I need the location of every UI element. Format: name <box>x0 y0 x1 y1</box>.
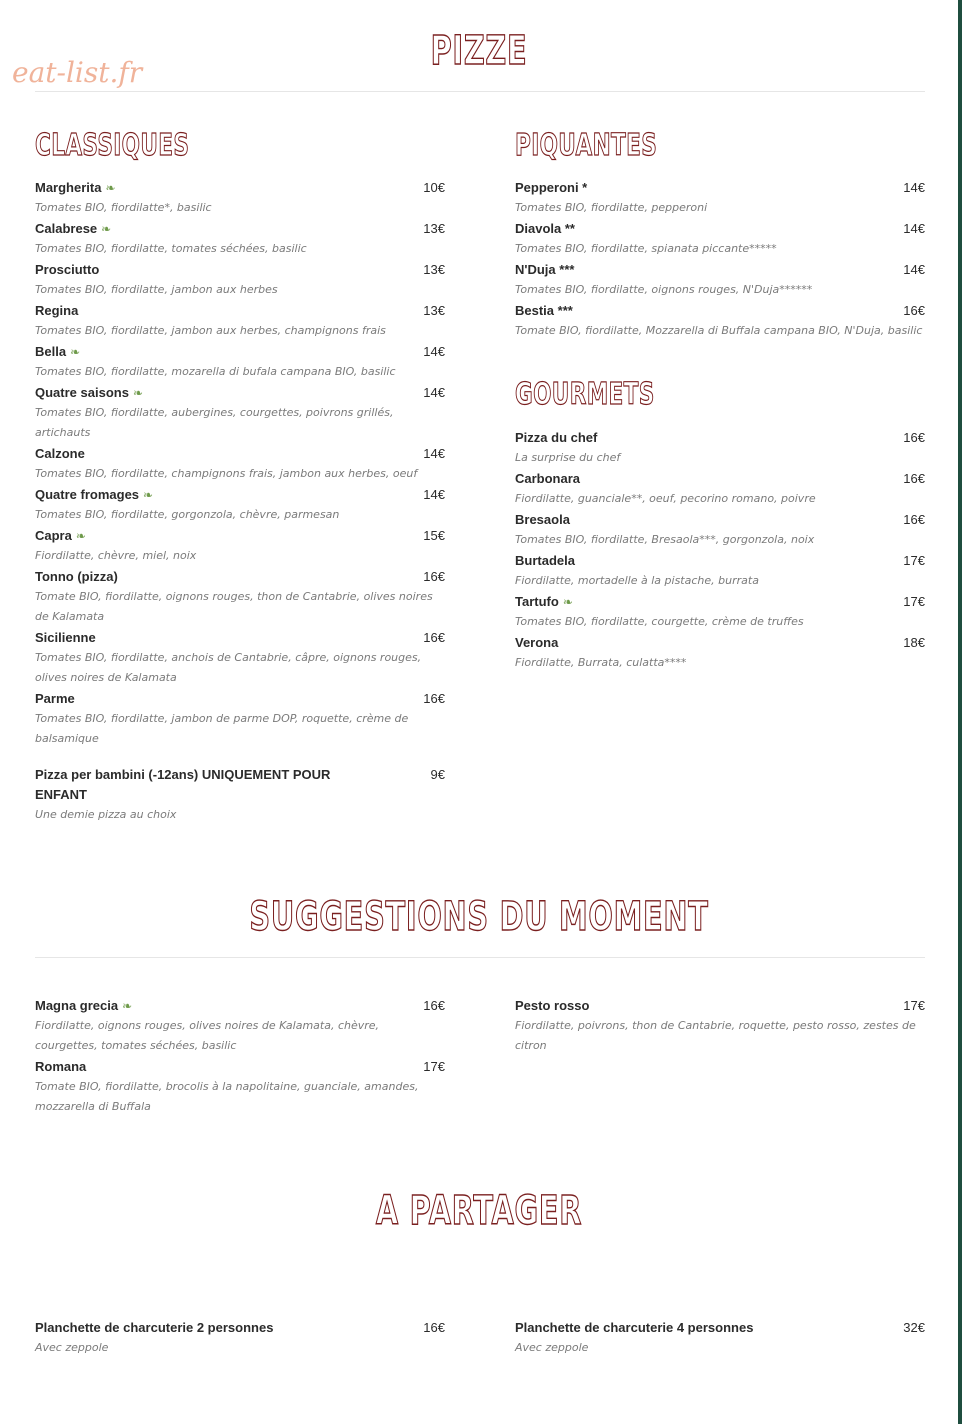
item-name: Pesto rosso <box>515 998 590 1013</box>
item-price: 14€ <box>903 180 925 195</box>
classiques-list <box>35 178 445 750</box>
leaf-icon: ❧ <box>143 488 154 502</box>
item-description: Tomates BIO, fiordilatte, Bresaola***, gorgonzola, noix <box>515 533 815 546</box>
item-description: Tomates BIO, fiordilatte, aubergines, courgettes, poivrons grillés, artichauts <box>35 406 394 439</box>
item-name: Quatre saisons <box>35 385 129 400</box>
item-price: 16€ <box>423 691 445 706</box>
leaf-icon: ❧ <box>70 345 81 359</box>
item-name: Regina <box>35 303 79 318</box>
item-description: Tomates BIO, fiordilatte, spianata piccante***** <box>515 242 777 255</box>
item-description: Fiordilatte, oignons rouges, olives noires de Kalamata, chèvre, courgettes, tomates séchées, basilic <box>35 1019 380 1052</box>
item-price: 14€ <box>423 487 445 502</box>
gourmets-list <box>515 428 925 674</box>
item-description: Tomates BIO, fiordilatte, jambon aux herbes, champignons frais <box>35 324 386 337</box>
item-description: Tomates BIO, fiordilatte, oignons rouges, N'Duja****** <box>515 283 813 296</box>
item-price: 14€ <box>423 385 445 400</box>
menu-item <box>515 633 925 673</box>
item-price: 15€ <box>423 528 445 543</box>
item-description: Tomates BIO, fiordilatte, jambon aux herbes <box>35 283 278 296</box>
menu-item <box>35 383 445 443</box>
item-description: Fiordilatte, poivrons, thon de Cantabrie, roquette, pesto rosso, zestes de citron <box>515 1019 916 1052</box>
bambini-list <box>35 765 445 826</box>
piquantes-list <box>515 178 925 342</box>
item-price: 16€ <box>423 998 445 1013</box>
item-price: 13€ <box>423 303 445 318</box>
item-price: 9€ <box>430 767 445 782</box>
item-price: 16€ <box>423 569 445 584</box>
menu-item <box>515 301 925 341</box>
item-name: Prosciutto <box>35 262 100 277</box>
item-description: La surprise du chef <box>515 451 621 464</box>
leaf-icon: ❧ <box>132 386 143 400</box>
item-price: 13€ <box>423 221 445 236</box>
menu-item <box>35 301 445 341</box>
item-name: Sicilienne <box>35 630 96 645</box>
item-name: Bresaola <box>515 512 570 527</box>
subsection-title-piquantes: PIQUANTES <box>515 128 658 163</box>
item-name: Bella <box>35 344 67 359</box>
item-price: 17€ <box>903 553 925 568</box>
item-description: Tomates BIO, fiordilatte*, basilic <box>35 201 212 214</box>
menu-item <box>35 996 445 1056</box>
menu-item <box>35 178 445 218</box>
subsection-title-gourmets: GOURMETS <box>515 377 655 412</box>
menu-item <box>515 219 925 259</box>
item-price: 13€ <box>423 262 445 277</box>
item-description: Tomates BIO, fiordilatte, pepperoni <box>515 201 708 214</box>
suggestions-left-list <box>35 996 445 1118</box>
item-name: Planchette de charcuterie 4 personnes <box>515 1320 754 1335</box>
item-name: Parme <box>35 691 75 706</box>
menu-item <box>35 444 445 484</box>
item-description: Fiordilatte, chèvre, miel, noix <box>35 549 197 562</box>
section-title-pizze: PIZZE <box>430 28 528 74</box>
item-price: 17€ <box>903 594 925 609</box>
menu-item <box>515 510 925 550</box>
item-name: Pizza per bambini (-12ans) UNIQUEMENT POUR ENFANT <box>35 767 331 802</box>
item-description: Tomates BIO, fiordilatte, courgette, crème de truffes <box>515 615 804 628</box>
item-name: Planchette de charcuterie 2 personnes <box>35 1320 274 1335</box>
menu-item <box>35 1057 445 1117</box>
menu-item <box>35 526 445 566</box>
item-name: Romana <box>35 1059 87 1074</box>
leaf-icon: ❧ <box>101 222 112 236</box>
suggestions-right-list <box>515 996 925 1057</box>
item-name: Diavola ** <box>515 221 575 236</box>
menu-item <box>35 342 445 382</box>
item-price: 16€ <box>423 1320 445 1335</box>
item-description: Tomates BIO, fiordilatte, anchois de Cantabrie, câpre, oignons rouges, olives noires de Kalamata <box>35 651 422 684</box>
item-name: Bestia *** <box>515 303 573 318</box>
menu-item <box>515 592 925 632</box>
item-price: 16€ <box>903 471 925 486</box>
section-title-partager: A PARTAGER <box>375 1188 583 1234</box>
item-price: 14€ <box>903 262 925 277</box>
item-description: Fiordilatte, Burrata, culatta**** <box>515 656 687 669</box>
item-description: Tomates BIO, fiordilatte, champignons frais, jambon aux herbes, oeuf <box>35 467 418 480</box>
item-description: Tomates BIO, fiordilatte, gorgonzola, chèvre, parmesan <box>35 508 340 521</box>
item-name: Calabrese <box>35 221 98 236</box>
item-name: Quatre fromages <box>35 487 140 502</box>
divider <box>35 91 925 92</box>
item-name: Capra <box>35 528 72 543</box>
menu-item <box>35 219 445 259</box>
menu-item <box>35 485 445 525</box>
item-price: 16€ <box>903 512 925 527</box>
section-title-suggestions: SUGGESTIONS DU MOMENT <box>249 894 709 940</box>
watermark: eat-list.fr <box>12 56 143 89</box>
item-price: 18€ <box>903 635 925 650</box>
item-name: Tonno (pizza) <box>35 569 118 584</box>
divider <box>35 957 925 958</box>
menu-item <box>515 428 925 468</box>
menu-item <box>35 567 445 627</box>
menu-item <box>515 178 925 218</box>
item-price: 10€ <box>423 180 445 195</box>
leaf-icon: ❧ <box>75 529 86 543</box>
item-name: Verona <box>515 635 559 650</box>
item-description: Tomate BIO, fiordilatte, brocolis à la napolitaine, guanciale, amandes, mozzarella di Buffala <box>35 1080 419 1113</box>
item-name: Pizza du chef <box>515 430 598 445</box>
item-price: 16€ <box>903 430 925 445</box>
item-description: Fiordilatte, guanciale**, oeuf, pecorino romano, poivre <box>515 492 816 505</box>
item-name: Magna grecia <box>35 998 119 1013</box>
item-description: Tomate BIO, fiordilatte, Mozzarella di Buffala campana BIO, N'Duja, basilic <box>515 324 923 337</box>
item-description: Tomates BIO, fiordilatte, mozarella di bufala campana BIO, basilic <box>35 365 396 378</box>
item-name: Carbonara <box>515 471 581 486</box>
menu-item <box>515 1318 925 1358</box>
item-name: Margherita <box>35 180 102 195</box>
item-description: Une demie pizza au choix <box>35 808 177 821</box>
item-price: 16€ <box>423 630 445 645</box>
item-description: Tomates BIO, fiordilatte, jambon de parme DOP, roquette, crème de balsamique <box>35 712 409 745</box>
menu-item <box>35 628 445 688</box>
partager-right-list <box>515 1318 925 1359</box>
item-price: 17€ <box>903 998 925 1013</box>
item-name: Calzone <box>35 446 85 461</box>
right-accent-bar <box>958 0 962 1424</box>
item-price: 14€ <box>903 221 925 236</box>
leaf-icon: ❧ <box>562 595 573 609</box>
item-name: N'Duja *** <box>515 262 575 277</box>
item-description: Avec zeppole <box>35 1341 109 1354</box>
item-name: Tartufo <box>515 594 559 609</box>
menu-item <box>515 469 925 509</box>
menu-item <box>35 260 445 300</box>
item-description: Avec zeppole <box>515 1341 589 1354</box>
leaf-icon: ❧ <box>105 181 116 195</box>
item-price: 14€ <box>423 344 445 359</box>
item-price: 17€ <box>423 1059 445 1074</box>
menu-item <box>35 689 445 749</box>
subsection-title-classiques: CLASSIQUES <box>35 128 190 163</box>
item-description: Tomate BIO, fiordilatte, oignons rouges, thon de Cantabrie, olives noires de Kalamata <box>35 590 433 623</box>
item-price: 32€ <box>903 1320 925 1335</box>
item-name: Burtadela <box>515 553 575 568</box>
item-description: Fiordilatte, mortadelle à la pistache, burrata <box>515 574 759 587</box>
menu-item <box>35 765 445 825</box>
item-price: 16€ <box>903 303 925 318</box>
item-description: Tomates BIO, fiordilatte, tomates séchées, basilic <box>35 242 307 255</box>
partager-left-list <box>35 1318 445 1359</box>
item-name: Pepperoni * <box>515 180 588 195</box>
item-price: 14€ <box>423 446 445 461</box>
menu-item <box>515 260 925 300</box>
menu-item <box>515 996 925 1056</box>
menu-item <box>515 551 925 591</box>
menu-item <box>35 1318 445 1358</box>
leaf-icon: ❧ <box>122 999 133 1013</box>
